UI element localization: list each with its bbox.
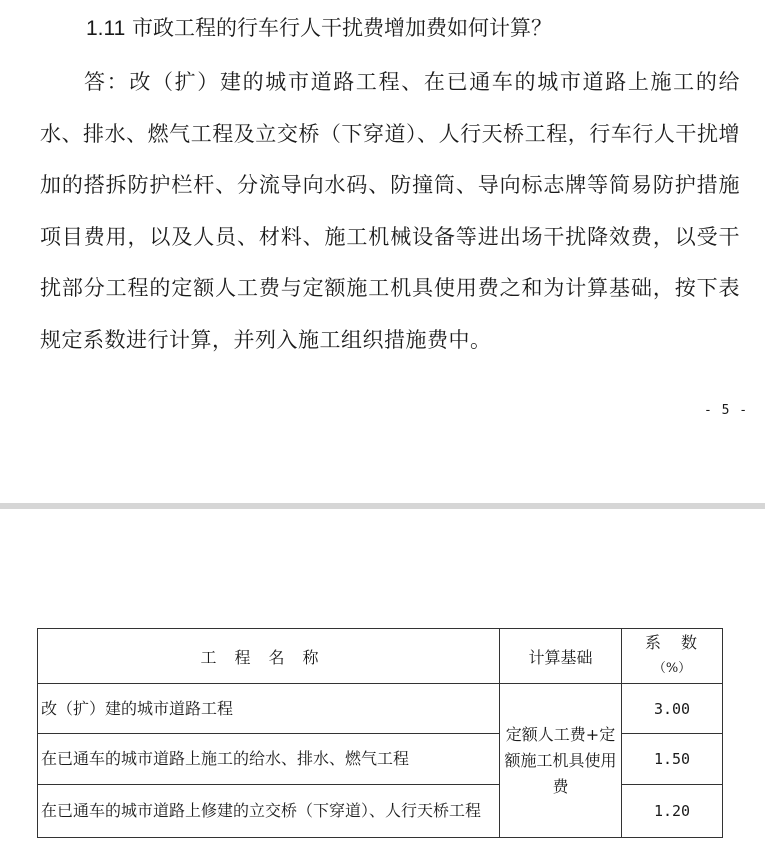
row-coefficient-value: 3.00 (622, 684, 723, 734)
table-header-row (38, 629, 723, 684)
row-coefficient-value: 1.50 (622, 734, 723, 785)
row-project-name: 在已通车的城市道路上修建的立交桥（下穿道）、人行天桥工程 (38, 785, 500, 838)
table-row (38, 684, 723, 734)
question-heading (86, 12, 746, 45)
header-coefficient-unit: （%） (652, 661, 692, 676)
header-coefficient (622, 629, 723, 684)
answer-paragraph: 答：改（扩）建的城市道路工程、在已通车的城市道路上施工的给水、排水、燃气工程及立交桥（下穿道）、人行天桥工程，行车行人干扰增加的搭拆防护栏杆、分流导向水码、防撞筒、导向标志牌等简易防护措施项目费用，以及人员、材料、施工机械设备等进出场干扰降效费，以受干扰部分工程的定额人工费与定额施工机具使用费之和为计算基础，按下表规定系数进行计算，并列入施工组织措施费中。 (40, 70, 740, 352)
question-number: 1.11 (86, 17, 126, 40)
header-project-name: 工程名称 (38, 629, 500, 684)
coefficient-table (37, 628, 723, 838)
row-project-name: 改（扩）建的城市道路工程 (38, 684, 500, 734)
header-coefficient-title: 系数 (644, 633, 717, 652)
page-number: - 5 - (704, 403, 749, 418)
header-basis: 计算基础 (500, 629, 622, 684)
basis-cell: 定额人工费+定额施工机具使用费 (500, 684, 622, 838)
question-text: 市政工程的行车行人干扰费增加费如何计算？ (132, 16, 553, 40)
row-project-name: 在已通车的城市道路上施工的给水、排水、燃气工程 (38, 734, 500, 785)
row-coefficient-value: 1.20 (622, 785, 723, 838)
